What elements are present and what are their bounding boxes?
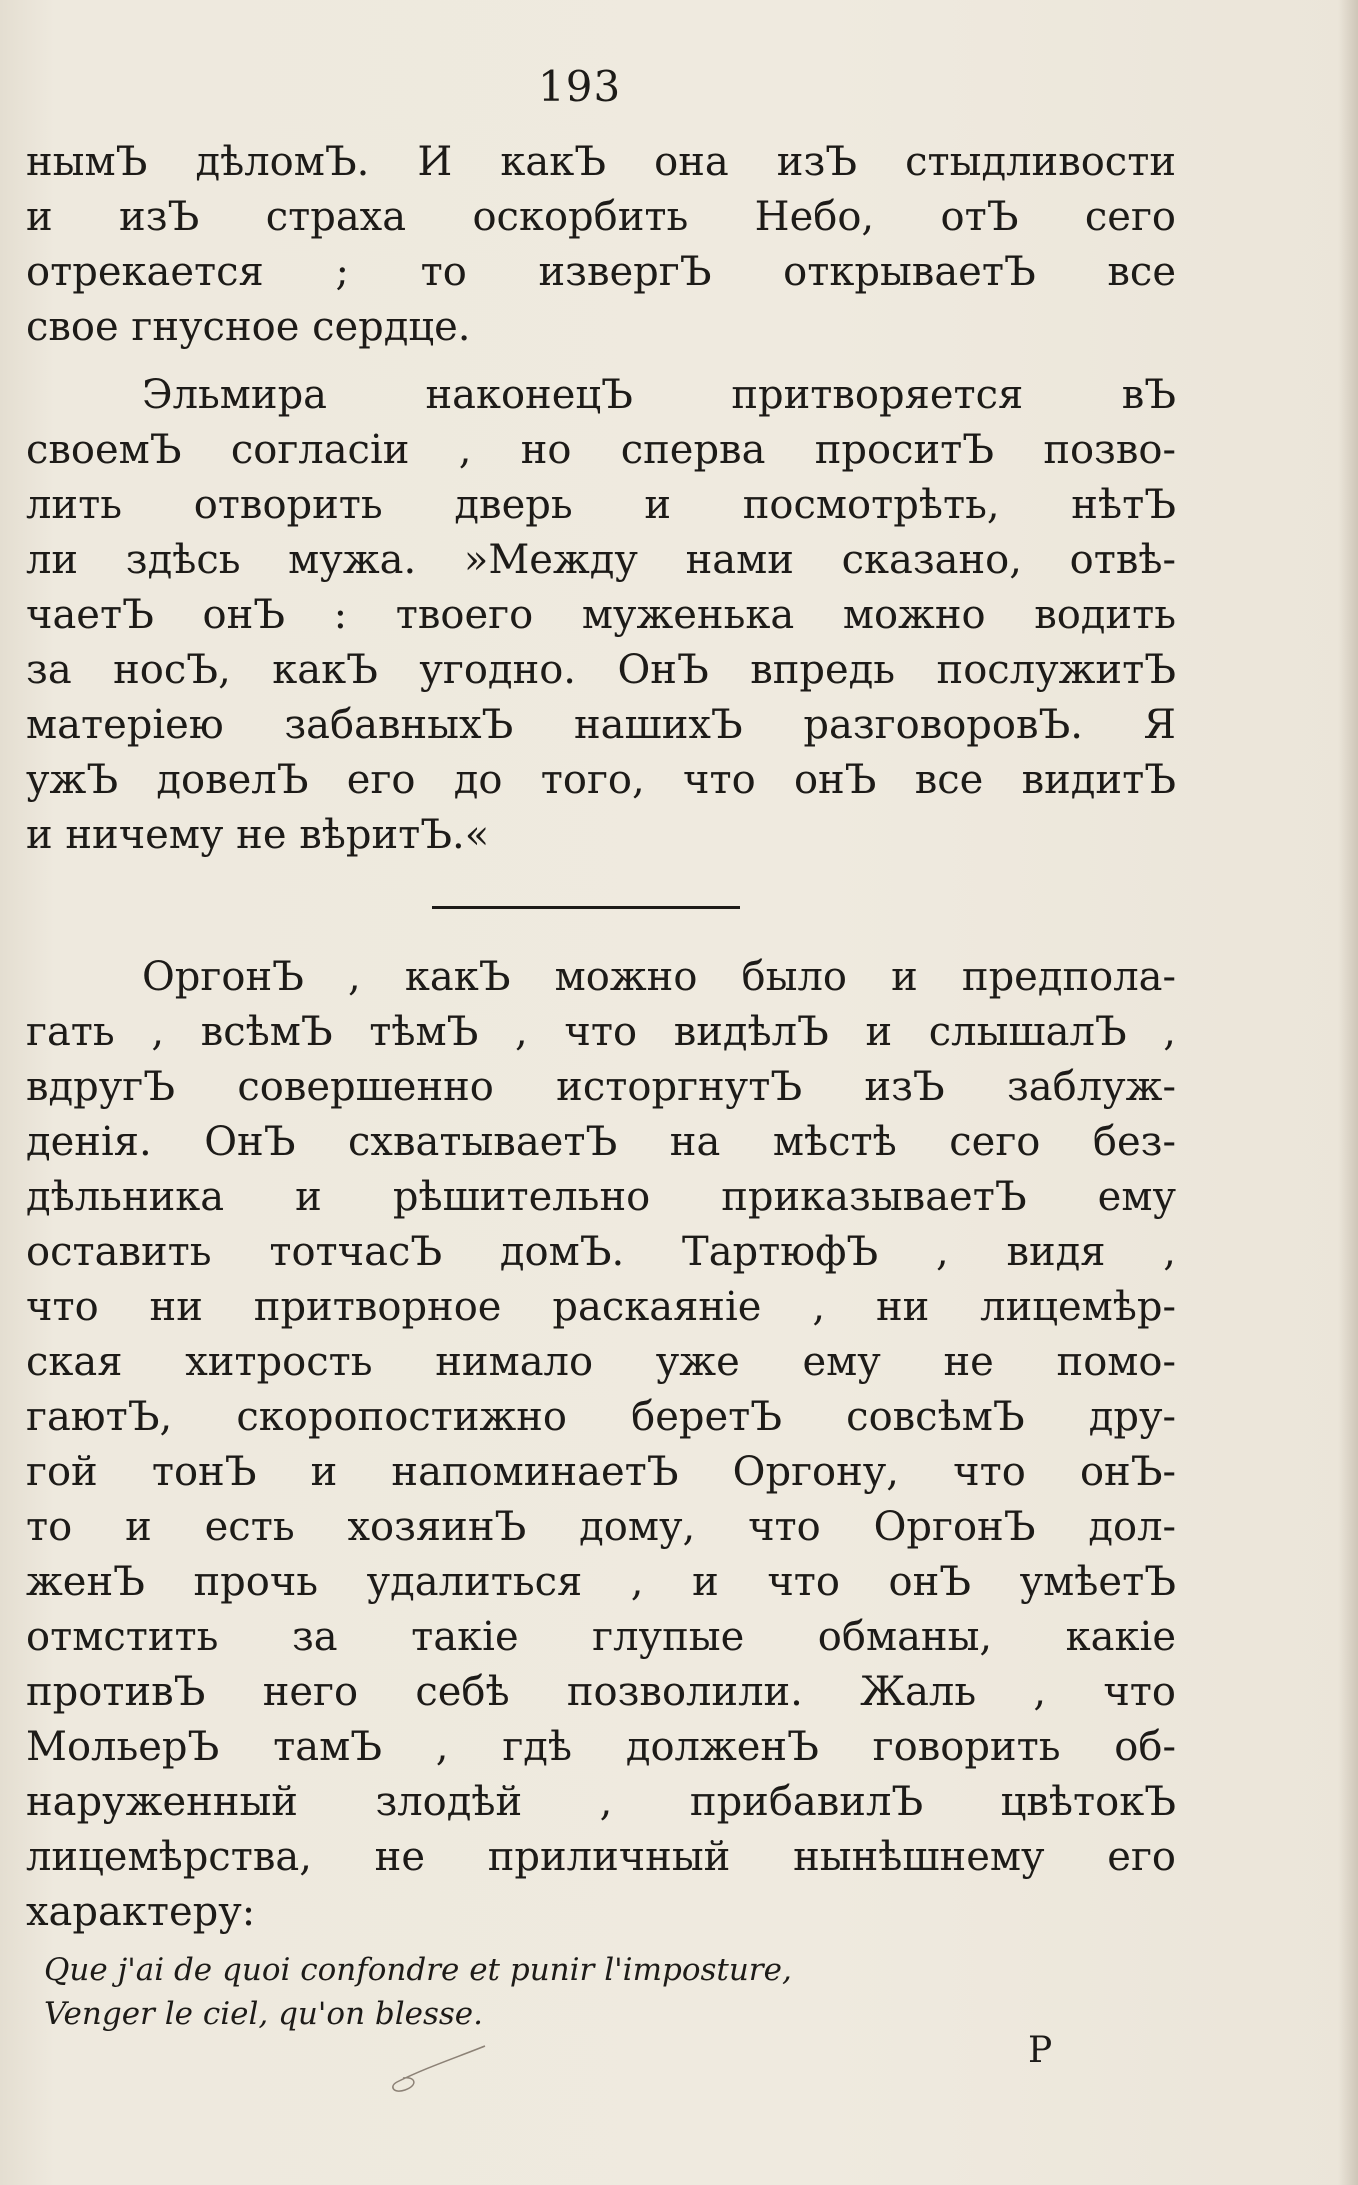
text-line: оставить тотчасЪ домЪ. ТартюфЪ , видя , xyxy=(26,1229,1176,1275)
text-line: своемЪ согласіи , но сперва проситЪ позво- xyxy=(26,427,1176,473)
text-line: свое гнусное сердце. xyxy=(26,304,471,350)
text-line: отмстить за такіе глупые обманы, какіе xyxy=(26,1614,1176,1660)
text-line: лить отворить дверь и посмотрѣть, нѣтЪ xyxy=(26,482,1176,528)
page-edge-shadow xyxy=(1338,0,1358,2185)
text-line: и ничему не вѣритЪ.« xyxy=(26,812,490,858)
text-line: ОргонЪ , какЪ можно было и предпола- xyxy=(142,954,1176,1000)
text-line: дѣльника и рѣшительно приказываетЪ ему xyxy=(26,1174,1176,1220)
text-line: чаетЪ онЪ : твоего муженька можно водить xyxy=(26,592,1176,638)
text-line: денія. ОнЪ схватываетЪ на мѣстѣ сего без- xyxy=(26,1119,1176,1165)
section-divider xyxy=(432,906,740,909)
quote-line-2: Venger le ciel, qu'on blesse. xyxy=(44,1996,484,2032)
text-line: лицемѣрства, не приличный нынѣшнему его xyxy=(26,1834,1176,1880)
paragraph-2 xyxy=(26,368,1176,863)
paragraph-3 xyxy=(26,950,1176,1940)
text-line: и изЪ страха оскорбить Небо, отЪ сего xyxy=(26,194,1176,240)
pencil-mark-icon xyxy=(385,2038,495,2098)
text-line: противЪ него себѣ позволили. Жаль , что xyxy=(26,1669,1176,1715)
text-line: гаютЪ, скоропостижно беретЪ совсѣмЪ дру- xyxy=(26,1394,1176,1440)
text-line: женЪ прочь удалиться , и что онЪ умѣетЪ xyxy=(26,1559,1176,1605)
quote-line-1: Que j'ai de quoi confondre et punir l'imposture, xyxy=(44,1952,792,1988)
text-line: ужЪ довелЪ его до того, что онЪ все видитЪ xyxy=(26,757,1176,803)
text-line: МольерЪ тамЪ , гдѣ долженЪ говорить об- xyxy=(26,1724,1176,1770)
paragraph-1 xyxy=(26,135,1176,355)
text-line: вдругЪ совершенно исторгнутЪ изЪ заблуж- xyxy=(26,1064,1176,1110)
text-line: гать , всѣмЪ тѣмЪ , что видѣлЪ и слышалЪ , xyxy=(26,1009,1176,1055)
signature-mark: P xyxy=(1028,2030,1053,2071)
text-line: что ни притворное раскаяніе , ни лицемѣр- xyxy=(26,1284,1176,1330)
french-quote xyxy=(44,1948,792,2036)
text-line: характеру: xyxy=(26,1889,256,1935)
text-line: ская хитрость нимало уже ему не помо- xyxy=(26,1339,1176,1385)
text-line: матеріею забавныхЪ нашихЪ разговоровЪ. Я xyxy=(26,702,1176,748)
text-line: нымЪ дѣломЪ. И какЪ она изЪ стыдливости xyxy=(26,139,1176,185)
text-line: то и есть хозяинЪ дому, что ОргонЪ дол- xyxy=(26,1504,1176,1550)
text-line: гой тонЪ и напоминаетЪ Оргону, что онЪ- xyxy=(26,1449,1176,1495)
text-line: наруженный злодѣй , прибавилЪ цвѣтокЪ xyxy=(26,1779,1176,1825)
text-line: за носЪ, какЪ угодно. ОнЪ впредь послужитЪ xyxy=(26,647,1176,693)
text-line: Эльмира наконецЪ притворяется вЪ xyxy=(142,372,1176,418)
text-line: отрекается ; то извергЪ открываетЪ все xyxy=(26,249,1176,295)
page-number: 193 xyxy=(538,62,622,111)
text-line: ли здѣсь мужа. »Между нами сказано, отвѣ- xyxy=(26,537,1176,583)
